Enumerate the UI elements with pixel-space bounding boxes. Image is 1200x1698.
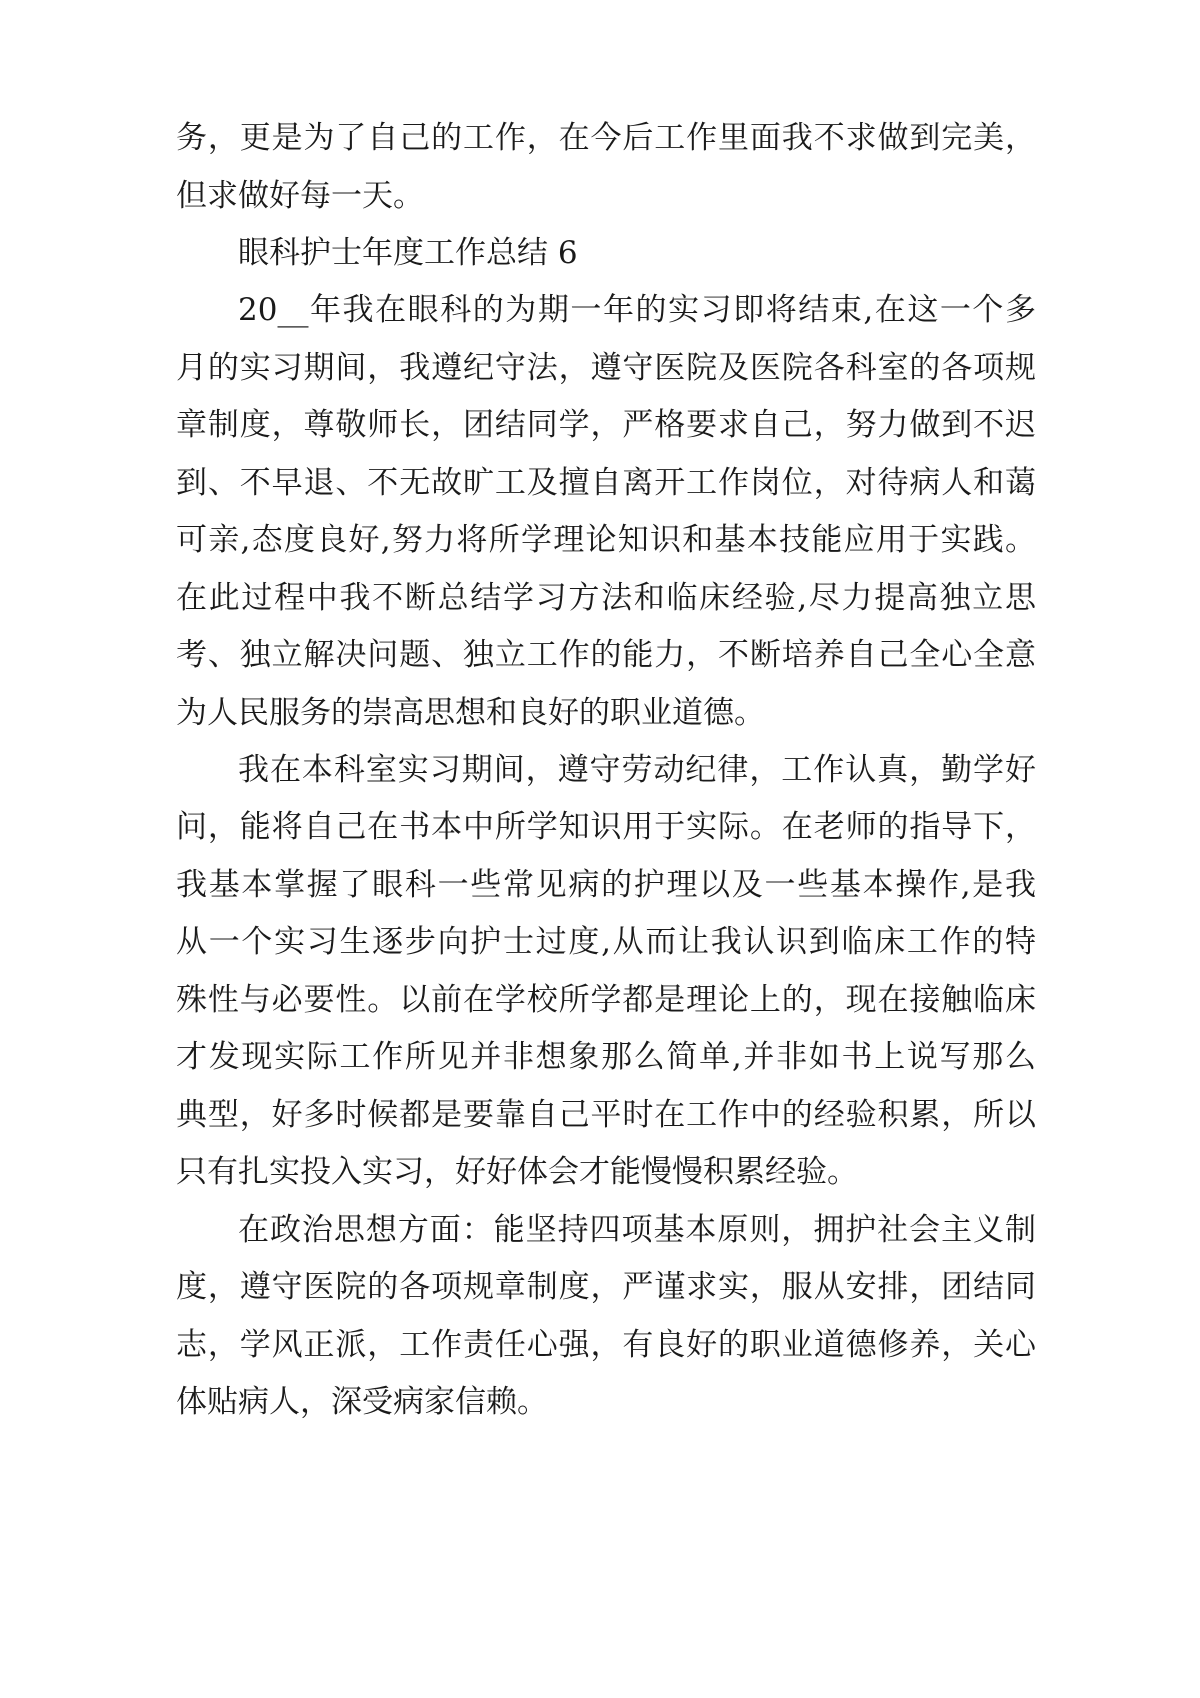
- text-line: 才发现实际工作所见并非想象那么简单,并非如书上说写那么: [176, 1039, 1036, 1075]
- text-line: 务，更是为了自己的工作，在今后工作里面我不求做到完美，: [176, 120, 1036, 156]
- text-line: 为人民服务的崇高思想和良好的职业道德。: [176, 695, 765, 731]
- text-line: 我在本科室实习期间，遵守劳动纪律，工作认真，勤学好: [238, 752, 1036, 788]
- text-line: 但求做好每一天。: [176, 178, 424, 214]
- text-line: 月的实习期间，我遵纪守法，遵守医院及医院各科室的各项规: [176, 350, 1036, 386]
- text-line: 志，学风正派，工作责任心强，有良好的职业道德修养，关心: [176, 1327, 1036, 1363]
- section-heading: 眼科护士年度工作总结 6: [238, 235, 578, 271]
- text-line: 我基本掌握了眼科一些常见病的护理以及一些基本操作,是我: [176, 867, 1036, 903]
- text-line: 在此过程中我不断总结学习方法和临床经验,尽力提高独立思: [176, 580, 1036, 616]
- text-line: 章制度，尊敬师长，团结同学，严格要求自己，努力做到不迟: [176, 407, 1036, 443]
- text-line: 体贴病人，深受病家信赖。: [176, 1384, 548, 1420]
- text-line: 典型，好多时候都是要靠自己平时在工作中的经验积累，所以: [176, 1097, 1036, 1133]
- text-line: 20__年我在眼科的为期一年的实习即将结束,在这一个多: [238, 292, 1036, 328]
- text-line: 度，遵守医院的各项规章制度，严谨求实，服从安排，团结同: [176, 1269, 1036, 1305]
- text-line: 问，能将自己在书本中所学知识用于实际。在老师的指导下，: [176, 809, 1036, 845]
- text-line: 考、独立解决问题、独立工作的能力，不断培养自己全心全意: [176, 637, 1036, 673]
- text-line: 在政治思想方面：能坚持四项基本原则，拥护社会主义制: [238, 1212, 1036, 1248]
- text-line: 殊性与必要性。以前在学校所学都是理论上的，现在接触临床: [176, 982, 1036, 1018]
- text-line: 只有扎实投入实习，好好体会才能慢慢积累经验。: [176, 1154, 858, 1190]
- text-line: 可亲,态度良好,努力将所学理论知识和基本技能应用于实践。: [176, 522, 1036, 558]
- text-line: 到、不早退、不无故旷工及擅自离开工作岗位，对待病人和蔼: [176, 465, 1036, 501]
- text-line: 从一个实习生逐步向护士过度,从而让我认识到临床工作的特: [176, 924, 1036, 960]
